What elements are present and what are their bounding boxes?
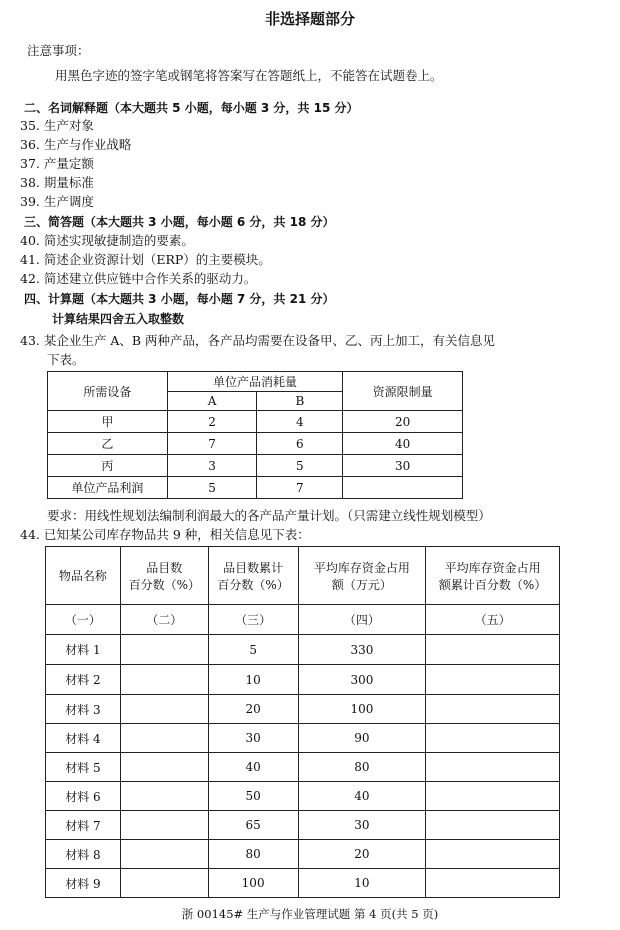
notice-text: 用黑色字迹的签字笔或钢笔将答案写在答题纸上，不能答在试题卷上。	[55, 68, 443, 83]
table-cell: 乙	[48, 433, 168, 455]
table-cell: 7	[257, 477, 343, 499]
table-cell: 330	[298, 635, 426, 665]
list-item: 36. 生产与作业战略	[20, 137, 132, 152]
column-label: （三）	[208, 605, 298, 635]
table-cell: 材料 5	[46, 753, 121, 782]
header-cell: 物品名称	[46, 547, 121, 605]
table-cell	[120, 811, 208, 840]
table-cell: 10	[298, 869, 426, 898]
q43-table	[47, 371, 463, 499]
list-item: 39. 生产调度	[20, 194, 94, 209]
table-cell: 材料 9	[46, 869, 121, 898]
table-row	[46, 869, 560, 898]
table-cell: 30	[343, 455, 463, 477]
table-cell: 90	[298, 724, 426, 753]
table-cell: 20	[343, 411, 463, 433]
table-cell: 100	[208, 869, 298, 898]
page-footer: 浙 00145# 生产与作业管理试题 第 4 页(共 5 页)	[181, 907, 439, 921]
q44-table	[45, 546, 560, 898]
table-row	[48, 411, 463, 433]
table-cell	[120, 665, 208, 695]
table-cell	[426, 753, 560, 782]
notice-heading: 注意事项：	[27, 43, 90, 58]
header-cell: 单位产品消耗量	[167, 372, 343, 392]
header-cell: 平均库存资金占用 额（万元）	[298, 547, 426, 605]
table-row	[46, 753, 560, 782]
q43-text: 43. 某企业生产 A、B 两种产品，各产品均需要在设备甲、乙、丙上加工，有关信息见	[20, 333, 496, 348]
table-row	[46, 695, 560, 724]
table-cell	[426, 869, 560, 898]
table-cell	[426, 782, 560, 811]
table-cell: 80	[208, 840, 298, 869]
column-label: （一）	[46, 605, 121, 635]
header-cell: 所需设备	[48, 372, 168, 411]
section3-heading: 三、简答题（本大题共 3 小题，每小题 6 分，共 18 分）	[24, 215, 335, 229]
table-row	[46, 840, 560, 869]
page-title: 非选择题部分	[264, 10, 355, 28]
table-cell: 40	[343, 433, 463, 455]
table-cell	[426, 695, 560, 724]
table-cell: 20	[298, 840, 426, 869]
table-cell: 50	[208, 782, 298, 811]
list-item: 40. 简述实现敏捷制造的要素。	[20, 233, 194, 248]
table-cell: 6	[257, 433, 343, 455]
table-cell: 5	[167, 477, 257, 499]
table-cell	[120, 869, 208, 898]
q43-text-cont: 下表。	[47, 352, 85, 367]
table-row	[48, 372, 463, 392]
table-cell	[426, 840, 560, 869]
table-row	[48, 477, 463, 499]
table-cell: 材料 3	[46, 695, 121, 724]
table-row	[46, 547, 560, 605]
table-cell: 100	[298, 695, 426, 724]
table-cell	[426, 635, 560, 665]
table-cell	[426, 724, 560, 753]
list-item: 41. 简述企业资源计划（ERP）的主要模块。	[20, 252, 271, 267]
header-cell: 平均库存资金占用 额累计百分数（%）	[426, 547, 560, 605]
table-cell: 20	[208, 695, 298, 724]
table-cell: 材料 2	[46, 665, 121, 695]
section4-heading: 四、计算题（本大题共 3 小题，每小题 7 分，共 21 分）	[24, 292, 335, 306]
table-row	[48, 455, 463, 477]
header-cell: A	[167, 392, 257, 411]
table-cell	[343, 477, 463, 499]
table-cell: 单位产品利润	[48, 477, 168, 499]
table-cell: 10	[208, 665, 298, 695]
table-cell: 材料 7	[46, 811, 121, 840]
table-cell: 4	[257, 411, 343, 433]
table-cell: 材料 4	[46, 724, 121, 753]
header-cell: B	[257, 392, 343, 411]
column-label: （五）	[426, 605, 560, 635]
table-cell: 80	[298, 753, 426, 782]
table-cell: 30	[208, 724, 298, 753]
table-cell: 材料 8	[46, 840, 121, 869]
table-row	[46, 635, 560, 665]
table-row	[46, 724, 560, 753]
table-cell: 5	[257, 455, 343, 477]
list-item: 35. 生产对象	[20, 118, 94, 133]
table-cell: 65	[208, 811, 298, 840]
table-cell: 7	[167, 433, 257, 455]
table-cell: 300	[298, 665, 426, 695]
table-cell: 40	[298, 782, 426, 811]
header-cell: 资源限制量	[343, 372, 463, 411]
header-cell: 品目数 百分数（%）	[120, 547, 208, 605]
table-row	[46, 782, 560, 811]
table-row	[46, 605, 560, 635]
column-label: （二）	[120, 605, 208, 635]
table-cell	[120, 635, 208, 665]
header-cell: 品目数累计 百分数（%）	[208, 547, 298, 605]
table-cell	[120, 782, 208, 811]
table-row	[46, 811, 560, 840]
table-cell: 30	[298, 811, 426, 840]
list-item: 42. 简述建立供应链中合作关系的驱动力。	[20, 271, 257, 286]
table-cell: 3	[167, 455, 257, 477]
table-row	[48, 433, 463, 455]
table-cell	[426, 665, 560, 695]
list-item: 38. 期量标准	[20, 175, 94, 190]
table-cell	[426, 811, 560, 840]
table-cell: 5	[208, 635, 298, 665]
table-cell	[120, 753, 208, 782]
table-cell: 丙	[48, 455, 168, 477]
table-row	[46, 665, 560, 695]
table-cell: 40	[208, 753, 298, 782]
table-cell	[120, 695, 208, 724]
table-cell	[120, 724, 208, 753]
section4-note: 计算结果四舍五入取整数	[52, 312, 185, 326]
table-cell: 材料 1	[46, 635, 121, 665]
table-cell: 2	[167, 411, 257, 433]
list-item: 37. 产量定额	[20, 156, 94, 171]
q43-requirement: 要求：用线性规划法编制利润最大的各产品产量计划。（只需建立线性规划模型）	[47, 508, 491, 523]
table-cell	[120, 840, 208, 869]
q44-text: 44. 已知某公司库存物品共 9 种，相关信息见下表：	[20, 527, 310, 542]
table-cell: 材料 6	[46, 782, 121, 811]
section2-heading: 二、名词解释题（本大题共 5 小题，每小题 3 分，共 15 分）	[24, 101, 359, 115]
column-label: （四）	[298, 605, 426, 635]
table-cell: 甲	[48, 411, 168, 433]
